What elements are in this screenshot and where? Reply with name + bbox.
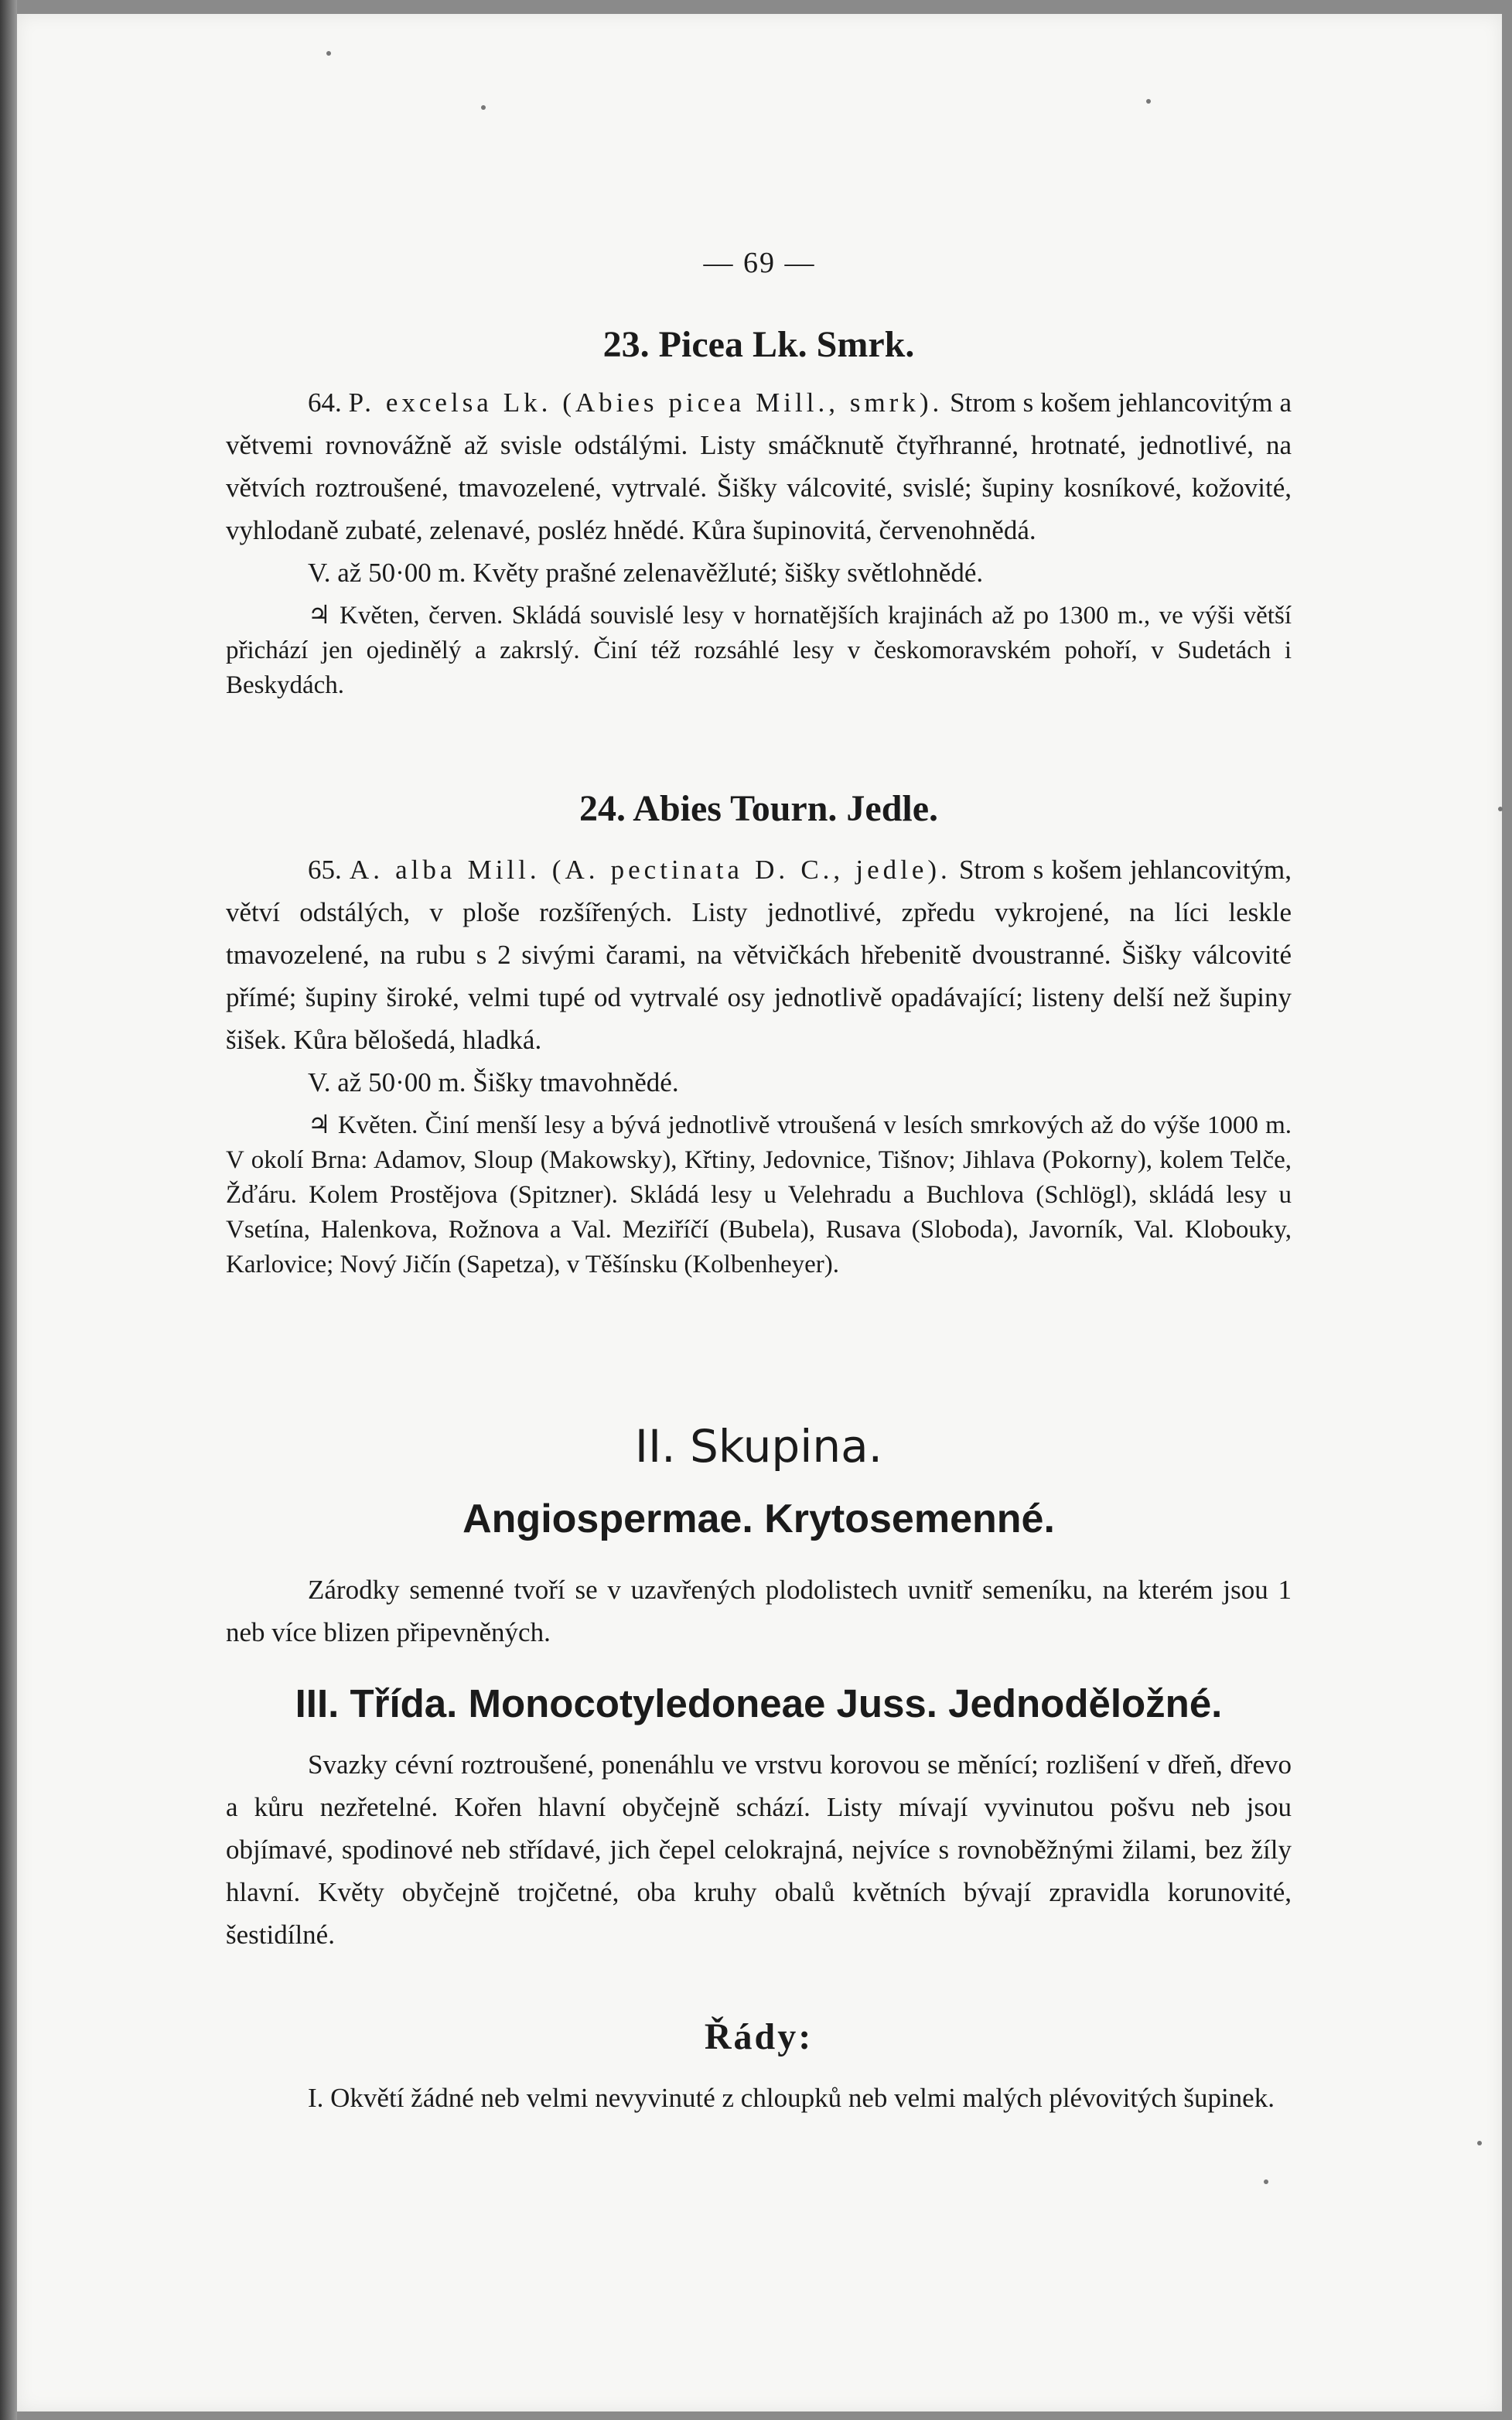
species-number: 65. (308, 855, 342, 885)
species-name: A. alba Mill. (A. pectinata D. C., jedle). (349, 855, 951, 885)
paper-speck (481, 105, 486, 110)
page-number: — 69 — (703, 247, 816, 279)
section-picea (226, 323, 1292, 703)
genus-heading-abies: 24. Abies Tourn. Jedle. (579, 788, 939, 829)
species-text: Strom s košem jehlancovitým, větví odstálých, v ploše rozšířených. Listy jednotlivé, zpředu vykrojené, na líci leskle tmavozelené, na rubu s 2 sivými čarami, na větvičkách hřebenitě dvoustranné. Šišky válcovité přímé; šupiny široké, velmi tupé od vytrvalé osy jednotlivě opadávající; listeny delší než šupiny šišek. Kůra bělošedá, hladká. (226, 855, 1292, 1055)
species-64-description (226, 381, 1292, 551)
book-page (17, 14, 1502, 2411)
paper-speck (1146, 99, 1151, 104)
section-abies (226, 787, 1292, 1282)
section-group (226, 1420, 1292, 1654)
class-text: Svazky cévní roztroušené, ponenáhlu ve vrstvu korovou se měnící; rozlišení v dřeň, dřevo a kůru nezřetelné. Kořen hlavní obyčejně schází. Listy mívají vyvinutou pošvu neb jsou objímavé, spodinové neb střídavé, jich čepel celokrajná, nejvíce s rovnoběžnými žilami, bez žíly hlavní. Květy obyčejně trojčetné, oba kruhy obalů květních bývají zpravidla korunovité, šestidílné. (226, 1749, 1292, 1950)
class-heading: III. Třída. Monocotyledoneae Juss. Jednoděložné. (295, 1681, 1223, 1725)
species-64-height: V. až 50·00 m. Květy prašné zelenavěžluté; šišky světlohnědé. (308, 558, 984, 588)
species-64-distribution: ♃ Květen, červen. Skládá souvislé lesy v hornatějších krajinách až po 1300 m., ve výši větší přichází jen ojedinělý a zakrslý. Činí též rozsáhlé lesy v českomoravském pohoří, v Sudetách i Beskydách. (226, 602, 1292, 699)
subgroup-heading: Angiospermae. Krytosemenné. (462, 1497, 1055, 1541)
paper-speck (326, 51, 331, 56)
paper-speck (1498, 807, 1503, 811)
section-orders (226, 2016, 1292, 2119)
paper-speck (1264, 2179, 1268, 2184)
orders-heading: Řády: (704, 2016, 814, 2057)
genus-heading-picea: 23. Picea Lk. Smrk. (602, 324, 915, 365)
species-65-height: V. až 50·00 m. Šišky tmavohnědé. (308, 1067, 679, 1097)
species-number: 64. (308, 387, 342, 418)
species-name: P. excelsa Lk. (Abies picea Mill., smrk). (348, 387, 944, 418)
paper-speck (1477, 2141, 1482, 2145)
group-text: Zárodky semenné tvoří se v uzavřených plodolistech uvnitř semeníku, na kterém jsou 1 neb více blizen připevněných. (226, 1575, 1292, 1647)
section-class (226, 1681, 1292, 1956)
page-left-edge (0, 0, 17, 2420)
species-65-description (226, 848, 1292, 1061)
species-text: Strom s košem jehlancovitým a větvemi rovnovážně až svisle odstálými. Listy smáčknutě čtyřhranné, hrotnaté, jednotlivé, na větvích roztroušené, tmavozelené, vytrvalé. Šišky válcovité, svislé; šupiny kosníkové, kožovité, vyhlodaně zubaté, zelenavé, posléz hnědé. Kůra šupinovitá, červenohnědá. (226, 387, 1292, 545)
order-item-1: I. Okvětí žádné neb velmi nevyvinuté z chloupků neb velmi malých plévovitých šupinek. (308, 2083, 1275, 2113)
group-heading: II. Skupina. (634, 1420, 883, 1473)
species-65-distribution: ♃ Květen. Činí menší lesy a bývá jednotlivě vtroušená v lesích smrkových až do výše 1000 m. V okolí Brna: Adamov, Sloup (Makowsky), Křtiny, Jedovnice, Tišnov; Jihlava (Pokorny), kolem Telče, Žďáru. Kolem Prostějova (Spitzner). Skládá lesy u Velehradu a Buchlova (Schlögl), skládá lesy u Vsetína, Halenkova, Rožnova a Val. Meziříčí (Bubela), Rusava (Sloboda), Javorník, Val. Klobouky, Karlovice; Nový Jičín (Sapetza), v Těšínsku (Kolbenheyer). (226, 1111, 1292, 1278)
